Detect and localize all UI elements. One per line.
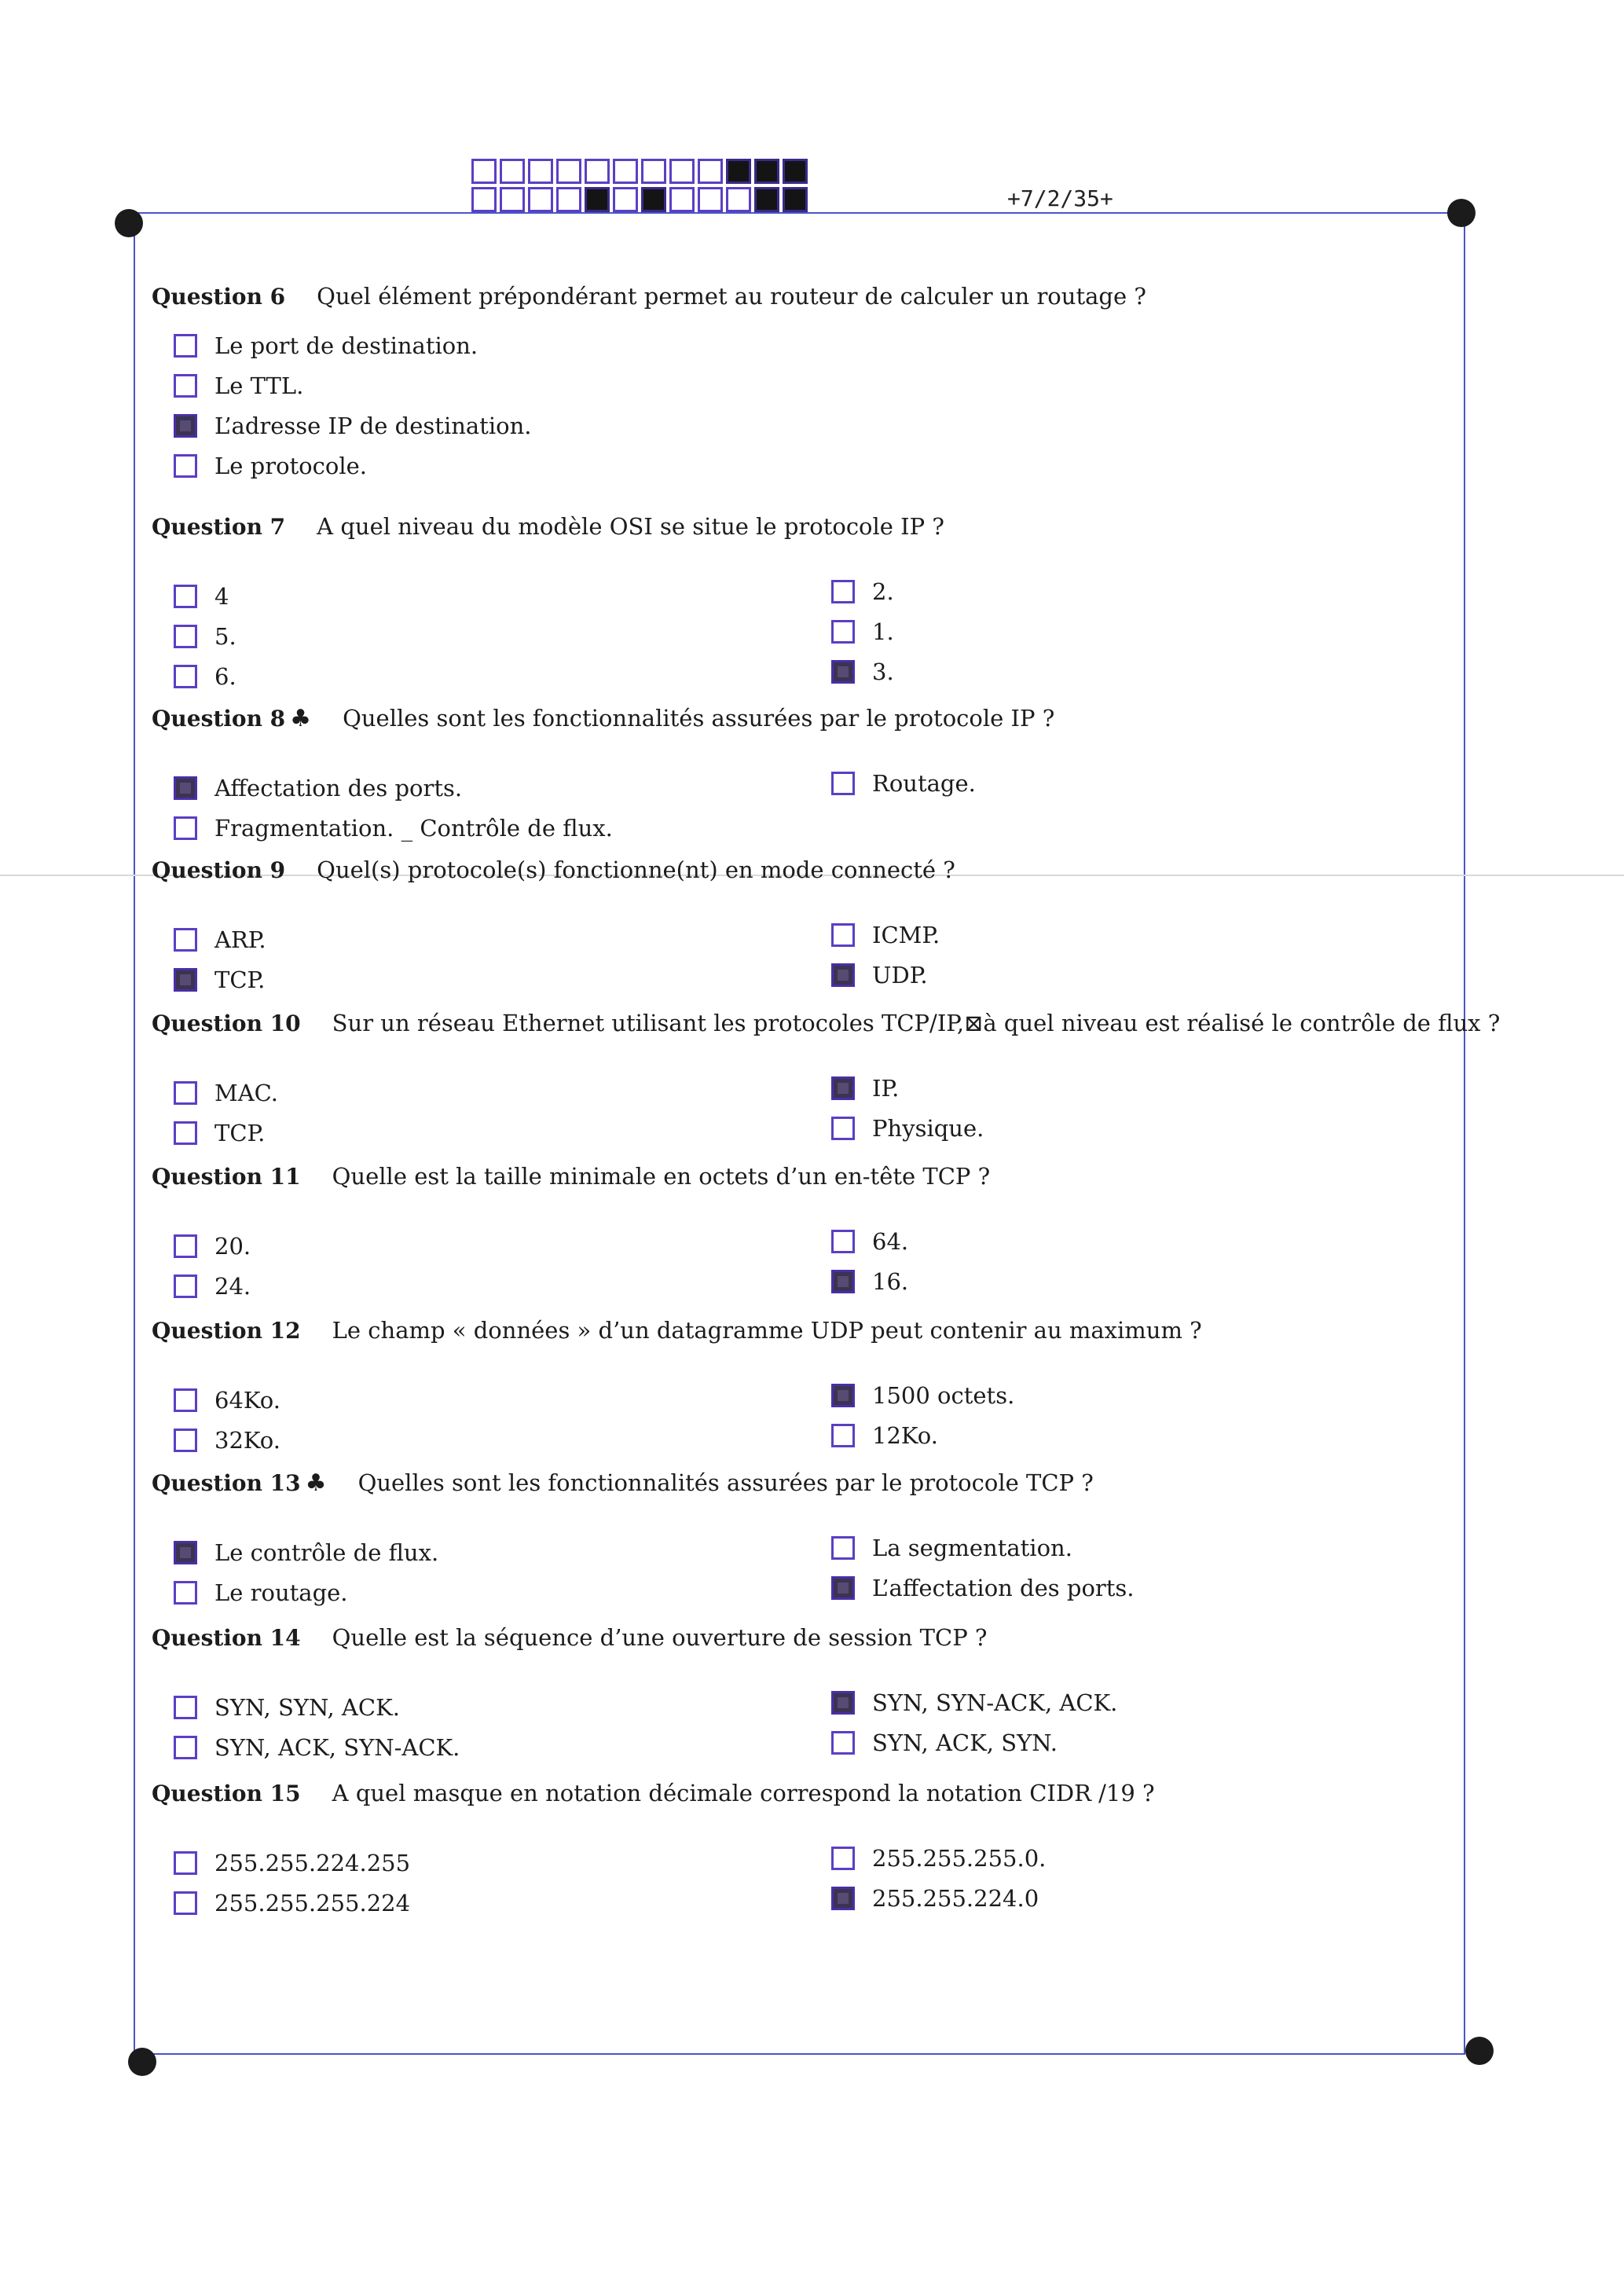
checkbox-empty[interactable] (174, 665, 197, 688)
question-number: Question 13 (152, 1470, 301, 1496)
answer-text: Le protocole. (214, 453, 367, 479)
question-number: Question 7 (152, 514, 286, 540)
answer-option[interactable] (831, 1878, 1039, 1919)
question-block (152, 1624, 1440, 1761)
checkbox-empty[interactable] (174, 1121, 197, 1145)
answer-option[interactable] (174, 446, 367, 486)
question-number: Question 10 (152, 1010, 301, 1036)
answer-text: 16. (872, 1268, 909, 1295)
answer-option[interactable] (174, 1226, 251, 1267)
question-number: Question 11 (152, 1164, 301, 1190)
checkbox-empty[interactable] (174, 1581, 197, 1605)
answer-option[interactable] (174, 959, 265, 1000)
checkbox-empty[interactable] (174, 1696, 197, 1719)
answer-option[interactable] (831, 955, 928, 996)
checkbox-checked[interactable] (831, 1270, 855, 1293)
question-number: Question 6 (152, 284, 286, 310)
checkbox-empty[interactable] (174, 1081, 197, 1105)
checkbox-checked[interactable] (831, 963, 855, 987)
checkbox-empty[interactable] (831, 1230, 855, 1253)
code-cell (698, 159, 723, 184)
answer-option[interactable] (174, 1572, 348, 1613)
code-cell (754, 159, 779, 184)
answer-option[interactable] (174, 768, 462, 809)
checkbox-empty[interactable] (831, 1847, 855, 1870)
checkbox-checked[interactable] (831, 1076, 855, 1100)
multiple-answer-club-icon: ♣ (305, 1469, 327, 1497)
corner-marker-top-right (1447, 199, 1476, 227)
question-header (152, 1624, 1440, 1667)
answer-option[interactable] (831, 1108, 984, 1149)
answer-option[interactable] (831, 763, 976, 804)
checkbox-empty[interactable] (831, 620, 855, 644)
question-number: Question 15 (152, 1781, 301, 1806)
answer-option[interactable] (174, 1687, 400, 1728)
code-cell (528, 159, 553, 184)
checkbox-empty[interactable] (174, 928, 197, 952)
checkbox-checked[interactable] (831, 1887, 855, 1910)
checkbox-empty[interactable] (174, 1234, 197, 1258)
code-cell (783, 159, 808, 184)
question-text: Quel(s) protocole(s) fonctionne(nt) en mode connecté ? (317, 856, 955, 883)
question-header (152, 1163, 1440, 1205)
question-text: A quel masque en notation décimale correspond la notation CIDR /19 ? (332, 1780, 1155, 1806)
code-cell (471, 159, 497, 184)
code-cell (669, 187, 695, 212)
answer-option[interactable] (174, 405, 531, 446)
checkbox-empty[interactable] (174, 1275, 197, 1298)
question-number: Question 9 (152, 857, 286, 883)
code-cell (556, 159, 581, 184)
answer-option[interactable] (174, 1532, 438, 1573)
code-cell (528, 187, 553, 212)
checkbox-empty[interactable] (174, 334, 197, 358)
answer-text: 6. (214, 663, 236, 690)
code-cell (754, 187, 779, 212)
answer-text: Le port de destination. (214, 332, 478, 359)
checkbox-empty[interactable] (831, 772, 855, 795)
answer-text: SYN, SYN-ACK, ACK. (872, 1689, 1118, 1716)
code-cell (585, 159, 610, 184)
page-code-grid (471, 159, 811, 215)
answer-option[interactable] (174, 1113, 265, 1154)
answer-text: TCP. (214, 1120, 266, 1146)
answer-text: 255.255.224.0 (872, 1885, 1039, 1912)
answer-text: UDP. (872, 962, 928, 988)
answer-frame (134, 212, 1465, 2055)
question-block (152, 1163, 1440, 1300)
checkbox-empty[interactable] (174, 1388, 197, 1412)
question-text: Le champ « données » d’un datagramme UDP peut contenir au maximum ? (332, 1317, 1202, 1344)
answer-option[interactable] (831, 1682, 1117, 1723)
answer-text: SYN, ACK, SYN-ACK. (214, 1734, 460, 1761)
answer-text: Fragmentation. _ Contrôle de flux. (214, 815, 613, 842)
code-cell (726, 187, 751, 212)
checkbox-checked[interactable] (831, 1384, 855, 1407)
question-text: A quel niveau du modèle OSI se situe le protocole IP ? (317, 513, 944, 540)
question-header (152, 1469, 1440, 1512)
code-cell (500, 159, 525, 184)
answer-option[interactable] (831, 1221, 908, 1262)
answer-option[interactable] (174, 919, 266, 960)
answer-option[interactable] (831, 1415, 938, 1456)
question-number: Question 12 (152, 1318, 301, 1344)
corner-marker-bottom-left (128, 2048, 156, 2076)
question-header (152, 1780, 1440, 1822)
checkbox-empty[interactable] (831, 1731, 855, 1755)
answer-option[interactable] (831, 1568, 1135, 1608)
question-block (152, 513, 1440, 690)
answer-text: 24. (214, 1273, 251, 1300)
checkbox-checked[interactable] (831, 660, 855, 684)
checkbox-empty[interactable] (174, 625, 197, 648)
answer-text: 1500 octets. (872, 1382, 1015, 1409)
code-cell (556, 187, 581, 212)
checkbox-checked[interactable] (174, 1541, 197, 1564)
checkbox-empty[interactable] (174, 1851, 197, 1875)
question-block (152, 1780, 1440, 1916)
answer-option[interactable] (831, 611, 894, 652)
answer-text: La segmentation. (872, 1535, 1072, 1561)
answer-text: 32Ko. (214, 1427, 280, 1454)
question-text: Quelles sont les fonctionnalités assurées par le protocole TCP ? (357, 1469, 1094, 1496)
checkbox-empty[interactable] (831, 580, 855, 603)
question-header (152, 856, 1440, 899)
question-block (152, 856, 1440, 993)
question-text: Quelles sont les fonctionnalités assurées par le protocole IP ? (343, 705, 1055, 732)
answer-option[interactable] (174, 616, 236, 657)
answer-text: Routage. (872, 770, 976, 797)
answer-option[interactable] (174, 1843, 410, 1883)
code-cell (641, 159, 666, 184)
corner-marker-top-left (115, 209, 143, 237)
answer-text: L’adresse IP de destination. (214, 413, 532, 439)
multiple-answer-club-icon: ♣ (290, 705, 312, 732)
answer-text: 2. (872, 578, 894, 605)
question-text: Quelle est la taille minimale en octets d’un en-tête TCP ? (332, 1163, 991, 1190)
question-number: Question 14 (152, 1625, 301, 1651)
checkbox-empty[interactable] (831, 923, 855, 947)
question-text: Sur un réseau Ethernet utilisant les protocoles TCP/IP,⊠à quel niveau est réalisé le contrôle de flux ? (332, 1010, 1501, 1036)
question-header (152, 513, 1440, 556)
code-cell (641, 187, 666, 212)
answer-text: 20. (214, 1233, 251, 1260)
code-cell (698, 187, 723, 212)
answer-text: MAC. (214, 1080, 279, 1106)
checkbox-empty[interactable] (831, 1536, 855, 1560)
answer-option[interactable] (174, 1420, 280, 1461)
answer-text: ARP. (214, 926, 266, 953)
code-cell (613, 187, 638, 212)
answer-text: 4 (214, 583, 229, 610)
question-number: Question 8 (152, 706, 286, 732)
answer-text: 1. (872, 618, 894, 645)
checkbox-empty[interactable] (174, 585, 197, 608)
answer-text: 255.255.224.255 (214, 1850, 411, 1876)
code-cell (500, 187, 525, 212)
checkbox-checked[interactable] (174, 968, 197, 992)
checkbox-checked[interactable] (831, 1576, 855, 1600)
question-text: Quelle est la séquence d’une ouverture de session TCP ? (332, 1624, 988, 1651)
checkbox-checked[interactable] (831, 1691, 855, 1715)
answer-option[interactable] (174, 1073, 278, 1113)
answer-option[interactable] (831, 1838, 1046, 1879)
answer-text: Physique. (872, 1115, 984, 1142)
code-cell (585, 187, 610, 212)
answer-option[interactable] (174, 656, 236, 697)
question-block (152, 1010, 1501, 1146)
checkbox-empty[interactable] (174, 816, 197, 840)
checkbox-empty[interactable] (174, 454, 197, 478)
answer-option[interactable] (174, 808, 613, 849)
question-header (152, 705, 1440, 747)
question-block (152, 283, 1440, 479)
page-identifier: +7/2/35+ (1007, 185, 1113, 211)
question-header (152, 1010, 1501, 1052)
answer-text: SYN, SYN, ACK. (214, 1694, 400, 1721)
answer-text: 5. (214, 623, 236, 650)
answer-text: Le routage. (214, 1579, 348, 1606)
answer-option[interactable] (831, 915, 940, 955)
answer-option[interactable] (174, 1883, 410, 1924)
answer-option[interactable] (174, 1727, 460, 1768)
answer-option[interactable] (174, 325, 478, 366)
question-header (152, 283, 1440, 325)
code-row (471, 187, 811, 211)
code-row (471, 159, 811, 182)
answer-option[interactable] (831, 1722, 1058, 1763)
answer-text: Le TTL. (214, 372, 304, 399)
question-block (152, 1469, 1440, 1606)
checkbox-empty[interactable] (174, 374, 197, 398)
corner-marker-bottom-right (1465, 2037, 1494, 2065)
answer-text: 255.255.255.0. (872, 1845, 1047, 1872)
answer-option[interactable] (831, 1375, 1014, 1416)
checkbox-empty[interactable] (831, 1424, 855, 1447)
answer-option[interactable] (831, 1261, 908, 1302)
answer-option[interactable] (831, 651, 894, 692)
answer-text: 3. (872, 658, 894, 685)
answer-text: 64. (872, 1228, 909, 1255)
code-cell (471, 187, 497, 212)
code-cell (783, 187, 808, 212)
answer-text: L’affectation des ports. (872, 1575, 1135, 1601)
answer-option[interactable] (174, 1380, 280, 1421)
checkbox-empty[interactable] (174, 1736, 197, 1759)
answer-text: 12Ko. (872, 1422, 938, 1449)
checkbox-empty[interactable] (174, 1891, 197, 1915)
answer-text: Le contrôle de flux. (214, 1539, 439, 1566)
checkbox-checked[interactable] (174, 414, 197, 438)
code-cell (613, 159, 638, 184)
answer-text: ICMP. (872, 922, 940, 948)
checkbox-empty[interactable] (831, 1117, 855, 1140)
answer-text: 255.255.255.224 (214, 1890, 411, 1916)
checkbox-empty[interactable] (174, 1429, 197, 1452)
answer-text: IP. (872, 1075, 900, 1102)
answer-text: Affectation des ports. (214, 775, 463, 801)
answer-option[interactable] (174, 576, 229, 617)
answer-option[interactable] (831, 1068, 899, 1109)
answer-option[interactable] (831, 1528, 1072, 1568)
answer-option[interactable] (174, 365, 303, 406)
question-text: Quel élément prépondérant permet au routeur de calculer un routage ? (317, 283, 1146, 310)
answer-option[interactable] (831, 571, 894, 612)
question-header (152, 1317, 1440, 1359)
code-cell (726, 159, 751, 184)
question-block (152, 705, 1440, 842)
answer-option[interactable] (174, 1266, 251, 1307)
answer-text: 64Ko. (214, 1387, 280, 1414)
answer-text: SYN, ACK, SYN. (872, 1729, 1058, 1756)
checkbox-checked[interactable] (174, 776, 197, 800)
code-cell (669, 159, 695, 184)
question-block (152, 1317, 1440, 1454)
answer-text: TCP. (214, 966, 266, 993)
